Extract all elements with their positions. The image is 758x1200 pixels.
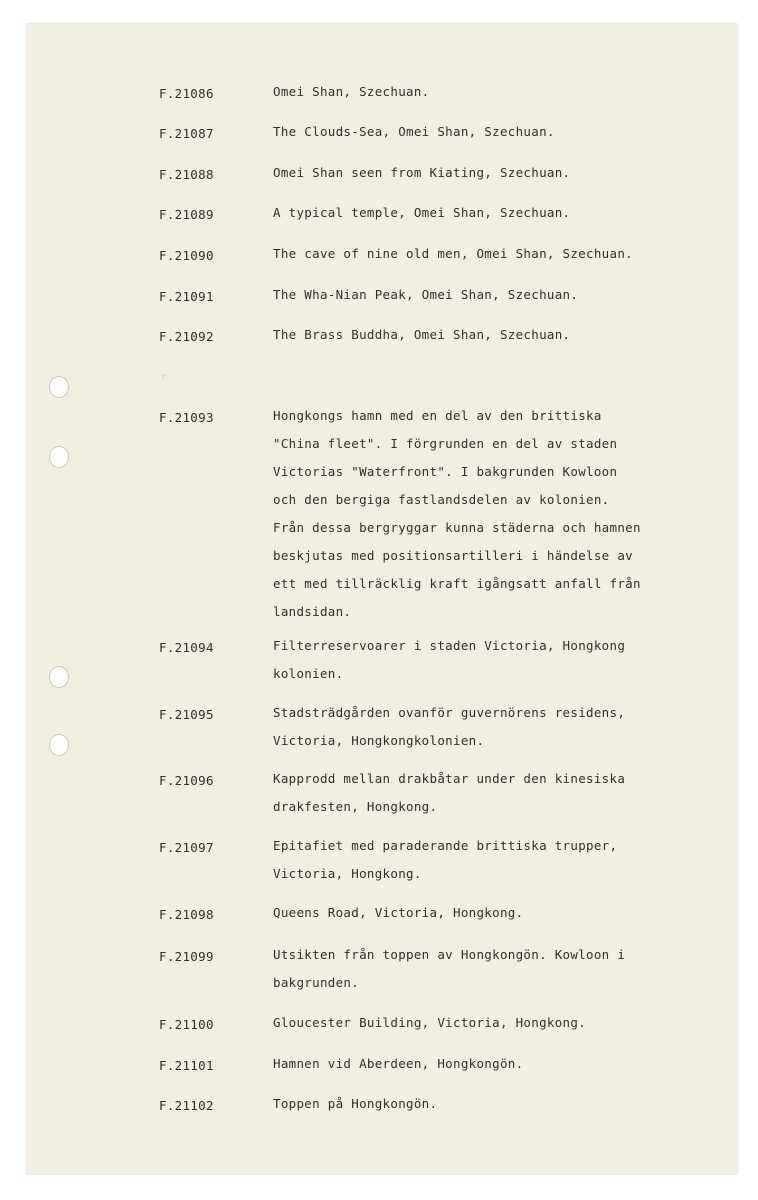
catalog-number: F.21088 [159,167,214,182]
catalog-number: F.21102 [159,1098,214,1113]
catalog-number: F.21099 [159,949,214,964]
photo-caption: The Clouds-Sea, Omei Shan, Szechuan. [273,124,555,139]
photo-caption: Hongkongs hamn med en del av den brittiska "China fleet". I förgrunden en del av staden Victorias "Waterfront". I bakgrunden Kowloon och den bergiga fastlandsdelen av kolonien. Från dessa bergryggar kunna städerna och hamnen beskjutas med positionsartilleri i händelse av ett med tillräcklig kraft igångsatt anfall från landsidan. [273,408,641,619]
photo-caption: Filterreservoarer i staden Victoria, Hongkong kolonien. [273,638,626,681]
document-page [27,24,737,1174]
photo-caption: Toppen på Hongkongön. [273,1096,438,1111]
catalog-number: F.21087 [159,126,214,141]
photo-caption: A typical temple, Omei Shan, Szechuan. [273,205,571,220]
catalog-number: F.21096 [159,773,214,788]
photo-caption: Queens Road, Victoria, Hongkong. [273,905,524,920]
catalog-number: F.21100 [159,1017,214,1032]
catalog-number: F.21090 [159,248,214,263]
catalog-number: F.21091 [159,289,214,304]
photo-caption: Gloucester Building, Victoria, Hongkong. [273,1015,587,1030]
photo-caption: Stadsträdgården ovanför guvernörens residens, Victoria, Hongkongkolonien. [273,705,626,748]
photo-caption: Kapprodd mellan drakbåtar under den kinesiska drakfesten, Hongkong. [273,771,626,814]
catalog-number: F.21094 [159,640,214,655]
photo-caption: Omei Shan, Szechuan. [273,84,430,99]
photo-caption: The Wha-Nian Peak, Omei Shan, Szechuan. [273,287,579,302]
photo-caption: Omei Shan seen from Kiating, Szechuan. [273,165,571,180]
photo-caption: Epitafiet med paraderande brittiska trupper, Victoria, Hongkong. [273,838,618,881]
catalog-number: F.21089 [159,207,214,222]
catalog-number: F.21097 [159,840,214,855]
faint-mark: ⌜ [161,372,169,386]
catalog-number: F.21093 [159,410,214,425]
catalog-number: F.21098 [159,907,214,922]
catalog-number: F.21101 [159,1058,214,1073]
catalog-number: F.21092 [159,329,214,344]
photo-caption: The Brass Buddha, Omei Shan, Szechuan. [273,327,571,342]
catalog-entry-list [27,24,737,1174]
photo-caption: Hamnen vid Aberdeen, Hongkongön. [273,1056,524,1071]
catalog-number: F.21095 [159,707,214,722]
photo-caption: Utsikten från toppen av Hongkongön. Kowloon i bakgrunden. [273,947,626,990]
catalog-number: F.21086 [159,86,214,101]
photo-caption: The cave of nine old men, Omei Shan, Szechuan. [273,246,633,261]
